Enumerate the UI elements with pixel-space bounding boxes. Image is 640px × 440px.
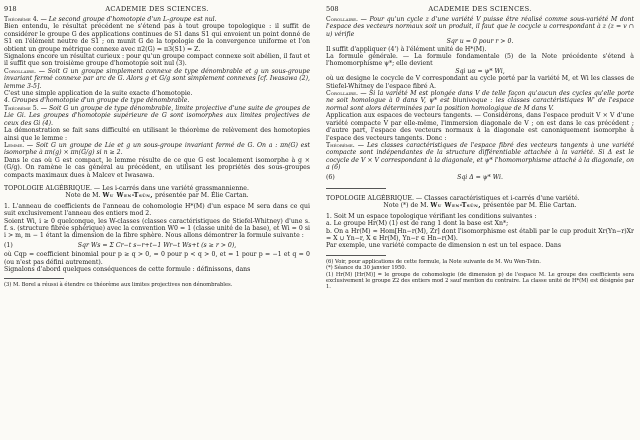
formula-6 — [326, 172, 634, 183]
author-line: Note de M. Wu Wen-Tsün, présentée par M. Élie Cartan. — [65, 192, 249, 200]
condition-a: a. Le groupe Hr(M) (1) est de rang 1 dont la base est Xn*; — [326, 220, 509, 228]
paragraph: où Cqp = coefficient binomial pour p ≥ q > 0, = 0 pour p < q > 0, et = 1 pour p = −1 et q = 0 (ou n'est pas défini autrement). — [4, 251, 310, 266]
right-header — [326, 6, 634, 16]
left-header — [4, 6, 310, 16]
paragraph: La formule générale. — La formule fondamentale (5) de la Note précédente s'étend à l'homomorphisme ψ*; elle devient — [326, 53, 634, 68]
paragraph: Signalons encore un résultat curieux : pour qu'un groupe compact connexe soit abélien, il faut et il suffit que son troisième groupe d'homotopie soit nul (3). — [4, 53, 310, 68]
condition-b: b. On a Hr(M) ≈ Hom[Hn−r(M), Zr] dont l'isomorphisme est établi par le cup produit Xr(Yn−r)Xr = X ∪ Yn−r, X ∈ Hr(M), Yn−r ∈ Hn−r(M). — [326, 227, 634, 242]
paragraph: Bien entendu, le résultat précédent ne s'étend pas à tout groupe topologique : il suffit de considérer le groupe G des applications continues de S1 dans S1 qui envoient un point donné de S1 en l'élément neutre de S1 ; on munit G de la topologie de la convergence uniforme et l'on obtient un groupe métrique connexe avec π2(G) = π3(S1) = Z. — [4, 23, 310, 53]
footnote-rule — [326, 255, 386, 256]
author-line: Note (*) de M. Wu Wen-Tsün, présentée par M. Élie Cartan. — [383, 202, 577, 210]
corollary: Corollaire. — Soit G un groupe simplement connexe de type dénombrable et g un sous-groupe invariant fermé connexe par arc de G. Alors g et G/g sont simplement connexes [cf. Iwasawa (2), lemme 3-5]. — [4, 67, 310, 90]
theorem-5: Théorème 5. — Soit G un groupe de type dénombrable, limite projective d'une suite de groupes de Lie Gi. Les groupes d'homotopie supérieure de G sont isomorphes aux limites projectives de ceux des Gi (4). — [4, 104, 310, 127]
section-title: TOPOLOGIE ALGÉBRIQUE. — Classes caractéristiques et i-carrés d'une variété. — [326, 194, 580, 202]
footnote: (*) Séance du 30 janvier 1950. — [326, 265, 407, 272]
theorem: Théorème. — Les classes caractéristiques de l'espace fibré des vecteurs tangents à une variété compacte sont indépendantes de la structure différentiable attachée à la variété. Si Δ est le cocycle de V × V correspondant à la diagonale, et ψ* l'homomorphisme attaché à la diagonale, on a (6) — [326, 141, 634, 172]
footnote: (3) M. Borel a réussi à étendre ce théorème aux limites projectives non dénombrables. — [4, 282, 233, 289]
right-page — [326, 6, 634, 436]
right-running-head: ACADÉMIE DES SCIENCES. — [428, 6, 532, 13]
footnote: (1) Hr(M) [Hr(M)] = le groupe de cohomologie (de dimension p) de l'espace M. Le groupe des coefficients sera exclusivement le groupe Z2 des entiers mod 2 sauf mention du contraire. La classe unité de H*(M) est désignée par 1. — [326, 271, 634, 291]
paragraph: où uα designe le cocycle de V correspondant au cycle porté par la variété M, et Wi les classes de Stiefel-Whitney de l'espace fibré A. — [326, 75, 634, 90]
formula-body: Sqr Ws = Σ Cr−t s−r+t−1 Wr−t Ws+t (s ≥ r > 0), — [77, 241, 237, 249]
paragraph: Dans le cas où G est compact, le lemme résulte de ce que G est localement isomorphe à g × (G/g). On ramène le cas général au précédent, en utilisant les propriétés des sous-groupes compacts maximaux dues à Malcev et Iwasawa. — [4, 156, 310, 179]
footnote-rule — [4, 278, 64, 279]
footnote: (6) Voir, pour applications de cette formule, la Note suivante de M. Wu Wen-Tsün. — [326, 258, 541, 265]
formula-1 — [4, 240, 310, 251]
corollary: Corollaire. — Si la variété M est plongée dans V de telle façon qu'aucun des cycles qu'elle porte ne soit homologue à 0 dans V, ψ* est biunivoque : les classes caractéristiques W' de l'espace normal sont alors déterminées par la position homologique de M dans V. — [326, 90, 634, 112]
paragraph: C'est une simple application de la suite exacte d'homotopie. — [4, 90, 193, 98]
left-page-number: 918 — [4, 6, 17, 13]
theorem-4: Théorème 4. — Le second groupe d'homotopie d'un L-groupe est nul. — [4, 16, 217, 23]
subsection-heading: 4. Groupes d'homotopie d'un groupe de type dénombrable. — [4, 97, 190, 105]
paragraph: Soient Wi, i ≥ 0 quelconque, les W-classes (classes caractéristiques de Stiefel-Whitney) d'une s. f. s. (structure fibrée sphérique) avec la convention W0 = 1 (classe unité de la base), et Wi = 0 si i > m, m − 1 étant la dimension de la fibre sphère. Nous allons démontrer la formule suivante : — [4, 217, 310, 240]
formula-body: Sqi Δ = ψ* Wi. — [457, 173, 503, 181]
paragraph: 1. L'anneau de coefficients de l'anneau de cohomologie H*(M) d'un espace M sera dans ce qui suit exclusivement l'anneau des entiers mod 2. — [4, 202, 310, 218]
paragraph: 1. Soit M un espace topologique vérifiant les conditions suivantes : — [326, 212, 537, 220]
corollary: Corollaire. — Pour qu'un cycle z d'une variété V puisse être réalisé comme sous-variété M dont l'espace des vecteurs normaux soit un produit, il faut que le cocycle u correspondant à z (z = v ∩ u) vérifie — [326, 16, 634, 38]
section-rule — [326, 188, 386, 189]
paragraph: La démonstration se fait sans difficulté en utilisant le théorème de relèvement des homotopies ainsi que le lemme : — [4, 127, 310, 142]
paragraph: Signalons d'abord quelques conséquences de cette formule : définissons, dans — [4, 266, 251, 273]
formula-number: (1) — [4, 241, 13, 249]
paragraph: Application aux espaces de vecteurs tangents. — Considérons, dans l'espace produit V × V d'une variété compacte V par elle-même, l'immersion diagonale de V ; on est dans le cas précédent ; d'autre part, l'espace des vecteurs normaux à la diagonale est canoniquement isomorphe à l'espace des vecteurs tangents. Donc : — [326, 112, 634, 142]
formula: Sqi uα = ψ* Wi, — [455, 67, 505, 75]
paragraph: Par exemple, une variété compacte de dimension n est un tel espace. Dans — [326, 242, 562, 250]
section-title: TOPOLOGIE ALGÉBRIQUE. — Les i-carrés dans une variété grassmannienne. — [4, 184, 249, 192]
lemma: Lemme. — Soit G un groupe de Lie et g un sous-groupe invariant fermé de G. On a : πn(G) est isomorphe à πn(g) × πn(G/g) si n ≥ 2. — [4, 141, 310, 157]
formula: Sqr u = 0 pour r > 0. — [446, 38, 514, 46]
formula-number: (6) — [326, 173, 335, 181]
left-running-head: ACADÉMIE DES SCIENCES. — [105, 6, 209, 13]
left-page — [4, 6, 310, 436]
paragraph: Il suffit d'appliquer (4') à l'élément unité de H*(M). — [326, 45, 487, 53]
right-page-number: 508 — [326, 6, 339, 13]
